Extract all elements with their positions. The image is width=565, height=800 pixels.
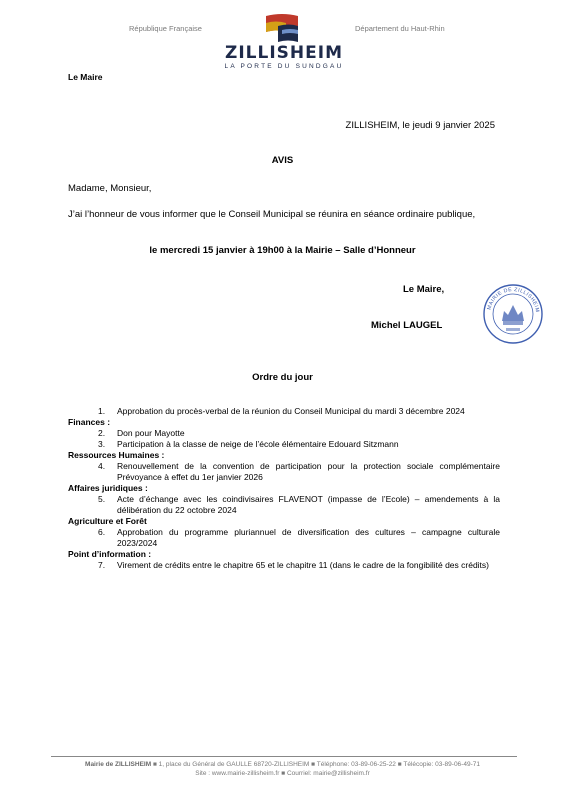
agenda-item-number: 7. bbox=[98, 560, 106, 570]
signature-name: Michel LAUGEL bbox=[371, 320, 443, 331]
footer-email[interactable]: Courriel: mairie@zillisheim.fr bbox=[286, 770, 370, 777]
agenda-section-heading: Ressources Humaines : bbox=[68, 450, 165, 460]
signature-title: Le Maire, bbox=[403, 284, 445, 295]
footer-divider bbox=[51, 756, 517, 757]
intro-paragraph: J’ai l’honneur de vous informer que le Conseil Municipal se réunira en séance ordinaire publique, bbox=[68, 209, 476, 220]
agenda-item bbox=[68, 406, 500, 417]
author-line: Le Maire bbox=[68, 72, 103, 82]
footer-phone: Téléphone: 03-89-06-25-22 bbox=[316, 761, 396, 768]
footer-org: Mairie de ZILLISHEIM bbox=[85, 761, 152, 768]
agenda-item bbox=[68, 494, 500, 516]
agenda-section-heading: Point d’information : bbox=[68, 549, 152, 559]
agenda-item-text: Don pour Mayotte bbox=[117, 428, 185, 438]
bullet-icon: ■ bbox=[397, 761, 404, 768]
header-left-text: République Française bbox=[129, 24, 202, 33]
agenda-item-text: Renouvellement de la convention de participation pour la protection sociale complémentaire Prévoyance à effet du 1er janvier 2026 bbox=[117, 461, 500, 482]
agenda-item bbox=[68, 527, 500, 549]
header-right-text: Département du Haut-Rhin bbox=[355, 24, 445, 33]
agenda-item-text: Acte d’échange avec les coindivisaires FLAVENOT (impasse de l’Ecole) – amendements à la délibération du 22 octobre 2024 bbox=[117, 494, 500, 515]
agenda-item bbox=[68, 560, 500, 571]
footer-address: 1, place du Général de GAULLE 68720-ZILLISHEIM bbox=[158, 761, 310, 768]
town-motto: LA PORTE DU SUNDGAU bbox=[224, 63, 344, 70]
agenda-item-number: 1. bbox=[98, 406, 106, 416]
agenda-item-text: Participation à la classe de neige de l’école élémentaire Edouard Sitzmann bbox=[117, 439, 399, 449]
document-title: AVIS bbox=[271, 155, 294, 166]
town-logo bbox=[264, 12, 300, 46]
agenda-item bbox=[68, 461, 500, 483]
agenda-item-number: 5. bbox=[98, 494, 106, 504]
bullet-icon: ■ bbox=[152, 761, 159, 768]
agenda-item-number: 4. bbox=[98, 461, 106, 471]
footer-site[interactable]: Site : www.mairie-zillisheim.fr bbox=[195, 770, 280, 777]
agenda-item-text: Approbation du procès-verbal de la réunion du Conseil Municipal du mardi 3 décembre 2024 bbox=[117, 406, 465, 416]
agenda-item-text: Virement de crédits entre le chapitre 65 et le chapitre 11 (dans le cadre de la fongibilité des crédits) bbox=[117, 560, 490, 570]
agenda-item-number: 2. bbox=[98, 428, 106, 438]
footer-web-line bbox=[0, 770, 565, 777]
agenda-item-number: 3. bbox=[98, 439, 106, 449]
date-line: ZILLISHEIM, le jeudi 9 janvier 2025 bbox=[345, 120, 495, 131]
official-stamp bbox=[482, 283, 544, 345]
bullet-icon: ■ bbox=[281, 770, 287, 777]
agenda-item-number: 6. bbox=[98, 527, 106, 537]
bullet-icon: ■ bbox=[311, 761, 317, 768]
svg-text:MAIRIE DE ZILLISHEIM: MAIRIE DE ZILLISHEIM bbox=[486, 286, 541, 313]
town-name: ZILLISHEIM bbox=[225, 43, 343, 63]
agenda-title: Ordre du jour bbox=[252, 372, 313, 383]
footer-contact-line bbox=[0, 761, 565, 768]
footer-fax: Télécopie: 03-89-06-49-71 bbox=[403, 761, 480, 768]
meeting-details: le mercredi 15 janvier à 19h00 à la Mairie – Salle d’Honneur bbox=[149, 245, 416, 256]
agenda-item bbox=[68, 428, 500, 439]
agenda-item bbox=[68, 439, 500, 450]
agenda-list bbox=[68, 406, 500, 571]
agenda-section-heading: Finances : bbox=[68, 417, 111, 427]
agenda-section-heading: Agriculture et Forêt bbox=[68, 516, 147, 526]
agenda-item-text: Approbation du programme pluriannuel de diversification des cultures – campagne culturale 2023/2024 bbox=[117, 527, 500, 548]
agenda-section-heading: Affaires juridiques : bbox=[68, 483, 148, 493]
salutation: Madame, Monsieur, bbox=[68, 183, 152, 194]
